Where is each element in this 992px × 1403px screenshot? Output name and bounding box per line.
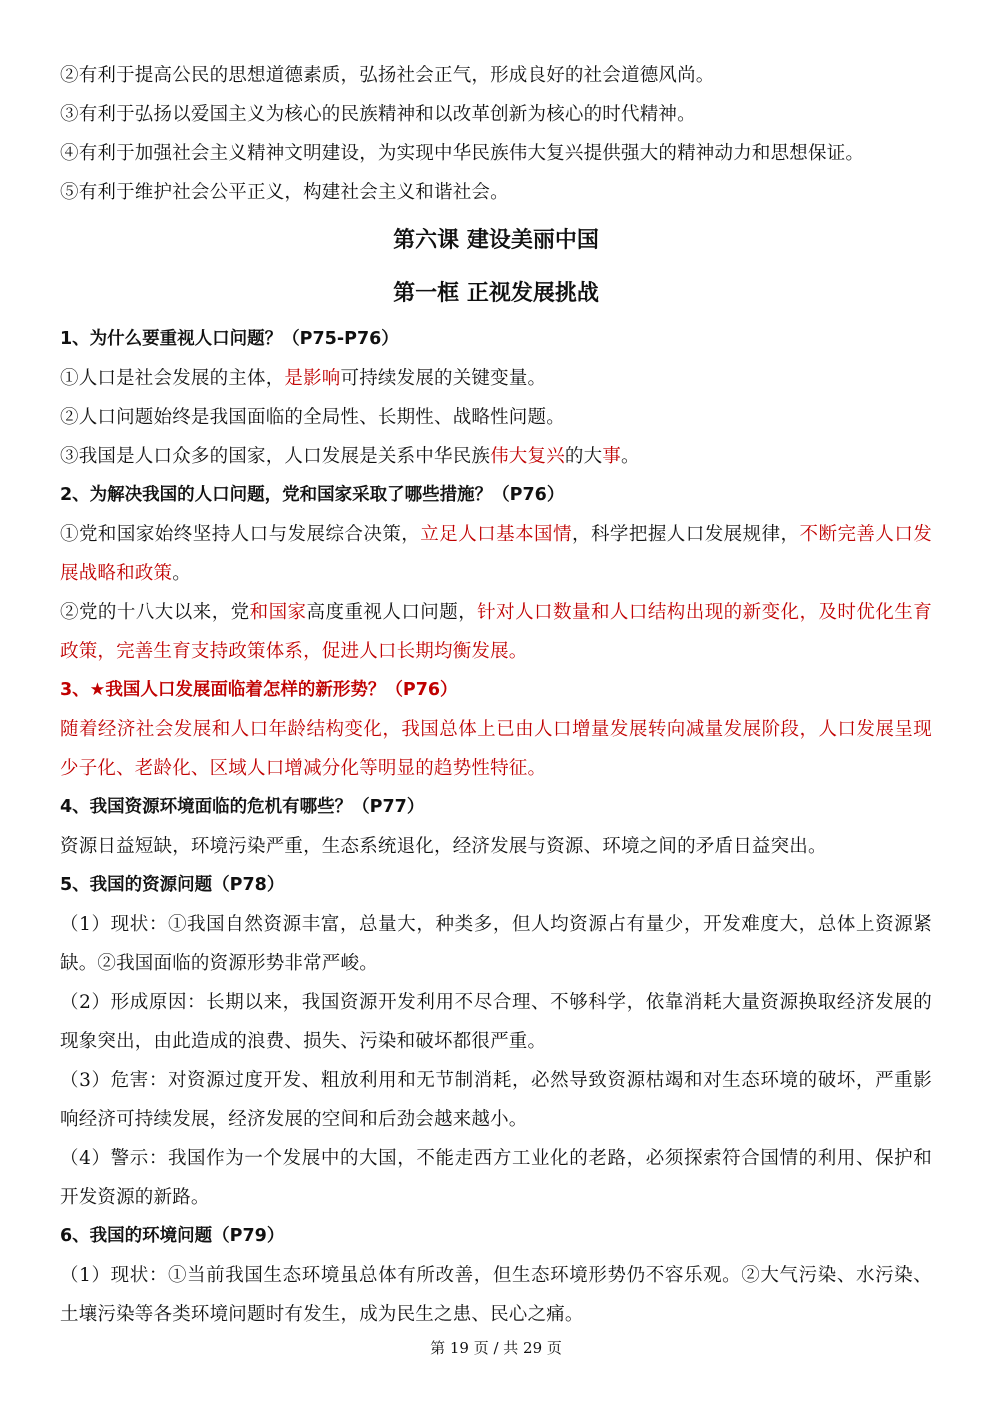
- question-4-answer: 资源日益短缺，环境污染严重，生态系统退化，经济发展与资源、环境之间的矛盾日益突出。: [60, 836, 827, 857]
- question-2-answer-2: ②党的十八大以来，党和国家高度重视人口问题，针对人口数量和人口结构出现的新变化，及时优化生育政策，完善生育支持政策体系，促进人口长期均衡发展。: [60, 602, 932, 662]
- question-5-warning: （4）警示：我国作为一个发展中的大国，不能走西方工业化的老路，必须探索符合国情的利用、保护和开发资源的新路。: [60, 1148, 932, 1208]
- question-4-heading: 4、我国资源环境面临的危机有哪些？（P77）: [60, 797, 425, 817]
- lesson-title: 第六课 建设美丽中国: [393, 228, 599, 253]
- question-3-heading: 3、★我国人口发展面临着怎样的新形势？（P76）: [60, 680, 458, 700]
- question-5-heading: 5、我国的资源问题（P78）: [60, 875, 285, 895]
- question-1-heading: 1、为什么要重视人口问题？（P75-P76）: [60, 329, 399, 349]
- intro-point-2: ②有利于提高公民的思想道德素质，弘扬社会正气，形成良好的社会道德风尚。: [60, 65, 715, 86]
- question-3-answer: 随着经济社会发展和人口年龄结构变化，我国总体上已由人口增量发展转向减量发展阶段，人口发展呈现少子化、老龄化、区域人口增减分化等明显的趋势性特征。: [60, 719, 932, 779]
- question-1-answer-1: ①人口是社会发展的主体，是影响可持续发展的关键变量。: [60, 368, 547, 389]
- question-5-causes: （2）形成原因：长期以来，我国资源开发利用不尽合理、不够科学，依靠消耗大量资源换取经济发展的现象突出，由此造成的浪费、损失、污染和破坏都很严重。: [60, 992, 932, 1052]
- question-6-status: （1）现状：①当前我国生态环境虽总体有所改善，但生态环境形势仍不容乐观。②大气污染、水污染、土壤污染等各类环境问题时有发生，成为民生之患、民心之痛。: [60, 1265, 932, 1325]
- page-footer: 第 19 页 / 共 29 页: [430, 1339, 562, 1357]
- question-1-answer-2: ②人口问题始终是我国面临的全局性、长期性、战略性问题。: [60, 407, 565, 428]
- question-2-answer-1: ①党和国家始终坚持人口与发展综合决策，立足人口基本国情，科学把握人口发展规律，不断完善人口发展战略和政策。: [60, 524, 933, 584]
- intro-point-3: ③有利于弘扬以爱国主义为核心的民族精神和以改革创新为核心的时代精神。: [60, 104, 696, 125]
- document-page: [60, 56, 932, 1334]
- question-5-status: （1）现状：①我国自然资源丰富，总量大，种类多，但人均资源占有量少，开发难度大，总体上资源紧缺。②我国面临的资源形势非常严峻。: [60, 914, 932, 974]
- question-1-answer-3: ③我国是人口众多的国家，人口发展是关系中华民族伟大复兴的大事。: [60, 446, 640, 467]
- question-5-harms: （3）危害：对资源过度开发、粗放利用和无节制消耗，必然导致资源枯竭和对生态环境的破坏，严重影响经济可持续发展，经济发展的空间和后劲会越来越小。: [60, 1070, 932, 1130]
- frame-title: 第一框 正视发展挑战: [393, 281, 599, 306]
- intro-point-5: ⑤有利于维护社会公平正义，构建社会主义和谐社会。: [60, 182, 509, 203]
- intro-point-4: ④有利于加强社会主义精神文明建设，为实现中华民族伟大复兴提供强大的精神动力和思想保证。: [60, 143, 865, 164]
- question-6-heading: 6、我国的环境问题（P79）: [60, 1226, 285, 1246]
- question-2-heading: 2、为解决我国的人口问题，党和国家采取了哪些措施？（P76）: [60, 485, 565, 505]
